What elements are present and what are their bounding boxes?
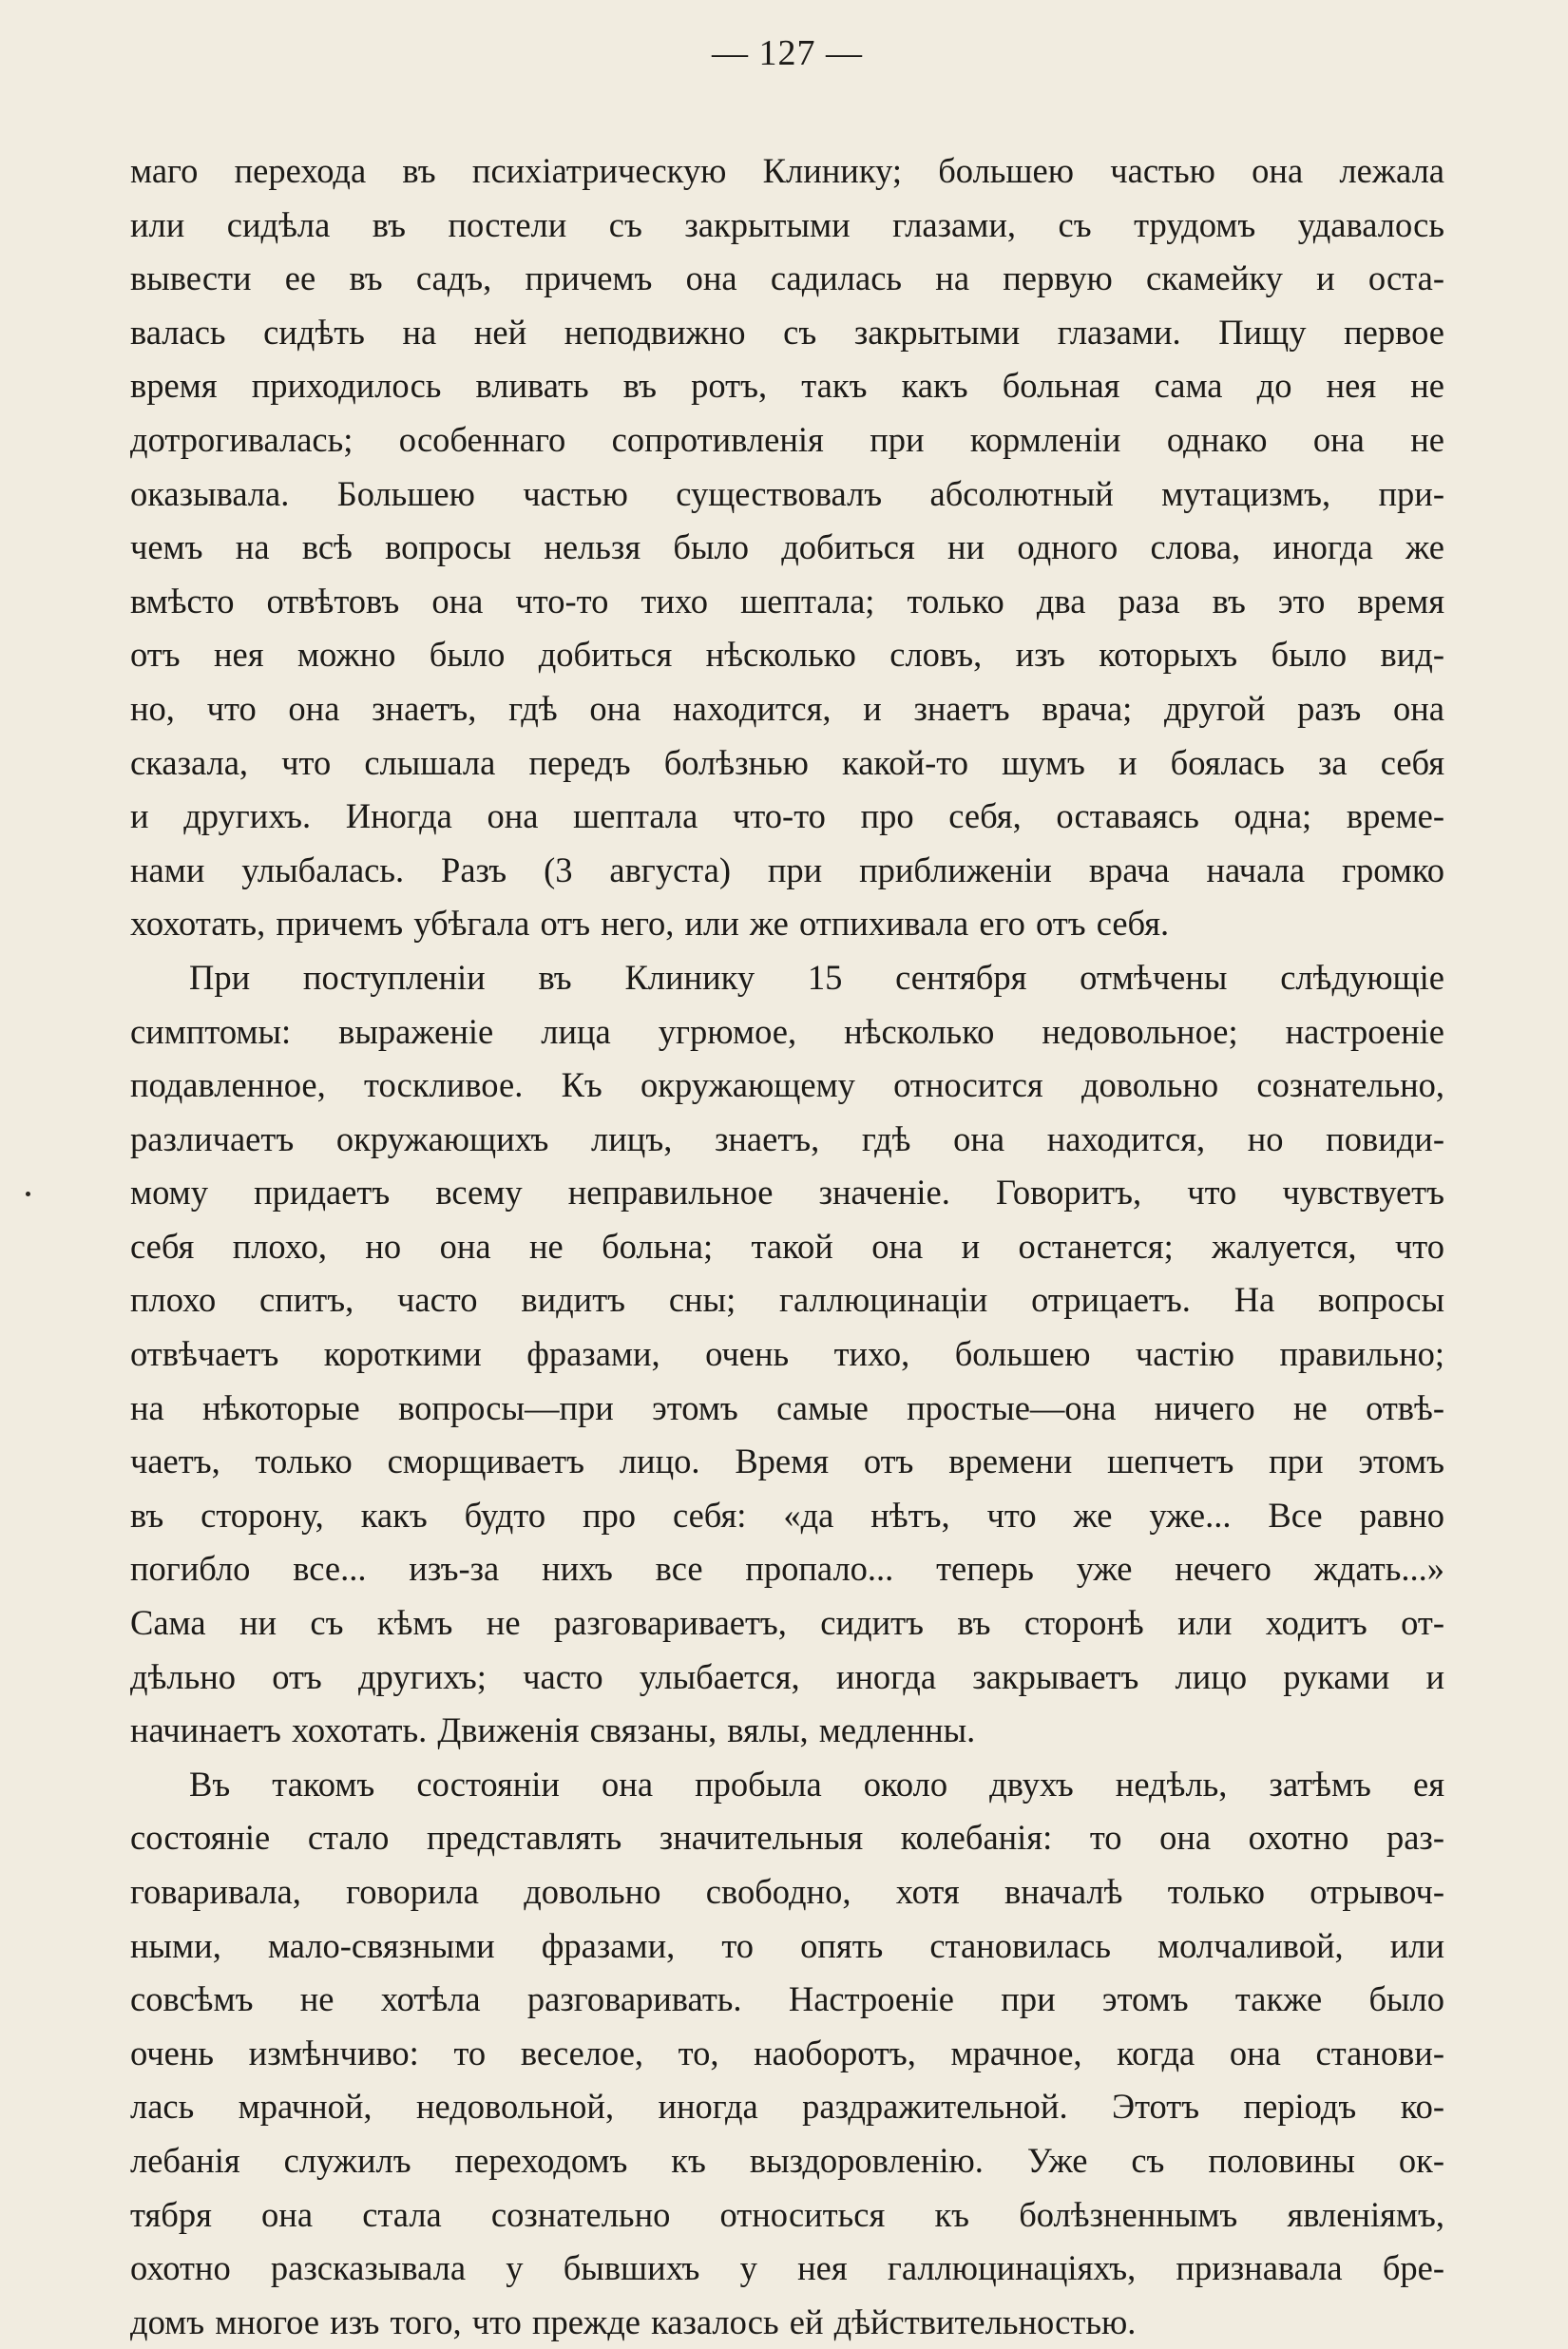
text-line: погибло все... изъ-за нихъ все пропало... теперь уже нечего ждать...» <box>130 1549 1444 1589</box>
text-body <box>130 144 1444 2349</box>
text-line: дотрогивалась; особеннаго сопротивленія при кормленіи однако она не <box>130 419 1444 459</box>
text-line: но, что она знаетъ, гдѣ она находится, и знаетъ врача; другой разъ она <box>130 688 1444 728</box>
text-line: валась сидѣть на ней неподвижно съ закрытыми глазами. Пищу первое <box>130 312 1444 352</box>
text-line: Сама ни съ кѣмъ не разговариваетъ, сидитъ въ сторонѣ или ходитъ от- <box>130 1603 1444 1643</box>
text-line: сказала, что слышала передъ болѣзнью какой-то шумъ и боялась за себя <box>130 742 1444 782</box>
text-line: тября она стала сознательно относиться къ болѣзненнымъ явленіямъ, <box>130 2194 1444 2234</box>
paragraph-3 <box>130 1758 1444 2349</box>
text-line: себя плохо, но она не больна; такой она и останется; жалуется, что <box>130 1226 1444 1266</box>
text-line: подавленное, тоскливое. Къ окружающему относится довольно сознательно, <box>130 1065 1444 1105</box>
page-number-header: — 127 — <box>712 33 863 73</box>
text-line: дѣльно отъ другихъ; часто улыбается, иногда закрываетъ лицо руками и <box>130 1656 1444 1696</box>
paragraph-1 <box>130 144 1444 951</box>
text-line: ными, мало-связными фразами, то опять становилась молчаливой, или <box>130 1925 1444 1965</box>
text-line: говаривала, говорила довольно свободно, хотя вначалѣ только отрывоч- <box>130 1872 1444 1911</box>
text-line: и другихъ. Иногда она шептала что-то про себя, оставаясь одна; време- <box>130 796 1444 836</box>
text-line: лась мрачной, недовольной, иногда раздражительной. Этотъ періодъ ко- <box>130 2087 1444 2127</box>
text-line: симптомы: выраженіе лица угрюмое, нѣсколько недовольное; настроеніе <box>130 1011 1444 1051</box>
text-line: различаетъ окружающихъ лицъ, знаетъ, гдѣ она находится, но повиди- <box>130 1118 1444 1158</box>
text-line: начинаетъ хохотать. Движенія связаны, вялы, медленны. <box>130 1710 976 1750</box>
text-line: время приходилось вливать въ ротъ, такъ какъ больная сама до нея не <box>130 366 1444 406</box>
text-line: совсѣмъ не хотѣла разговаривать. Настроеніе при этомъ также было <box>130 1979 1444 2019</box>
text-line: очень измѣнчиво: то веселое, то, наоборотъ, мрачное, когда она станови- <box>130 2033 1444 2072</box>
text-line: домъ многое изъ того, что прежде казалось ей дѣйствительностью. <box>130 2301 1137 2341</box>
text-line: состояніе стало представлять значительныя колебанія: то она охотно раз- <box>130 1818 1444 1858</box>
text-line: на нѣкоторые вопросы—при этомъ самые простые—она ничего не отвѣ- <box>130 1387 1444 1427</box>
text-line: вмѣсто отвѣтовъ она что-то тихо шептала; только два раза въ это время <box>130 581 1444 621</box>
text-line: или сидѣла въ постели съ закрытыми глазами, съ трудомъ удавалось <box>130 204 1444 244</box>
ink-speck <box>26 1192 30 1196</box>
text-line: чаетъ, только сморщиваетъ лицо. Время отъ времени шепчетъ при этомъ <box>130 1442 1444 1481</box>
text-line: охотно разсказывала у бывшихъ у нея галлюцинаціяхъ, признавала бре- <box>130 2248 1444 2288</box>
text-line: оказывала. Большею частью существовалъ абсолютный мутацизмъ, при- <box>130 473 1444 513</box>
text-line: нами улыбалась. Разъ (3 августа) при приближеніи врача начала громко <box>130 850 1444 889</box>
paragraph-2 <box>130 951 1444 1758</box>
text-line: Въ такомъ состояніи она пробыла около двухъ недѣль, затѣмъ ея <box>189 1764 1444 1804</box>
text-line: лебанія служилъ переходомъ къ выздоровленію. Уже съ половины ок- <box>130 2140 1444 2180</box>
text-line: маго перехода въ психіатрическую Клинику; большею частью она лежала <box>130 151 1444 190</box>
text-line: въ сторону, какъ будто про себя: «да нѣтъ, что же уже... Все равно <box>130 1495 1444 1535</box>
text-line: отъ нея можно было добиться нѣсколько словъ, изъ которыхъ было вид- <box>130 635 1444 675</box>
text-line: плохо спитъ, часто видитъ сны; галлюцинаціи отрицаетъ. На вопросы <box>130 1280 1444 1320</box>
text-line: При поступленіи въ Клинику 15 сентября отмѣчены слѣдующіе <box>189 957 1444 997</box>
text-line: хохотать, причемъ убѣгала отъ него, или же отпихивала его отъ себя. <box>130 904 1170 944</box>
text-line: вывести ее въ садъ, причемъ она садилась на первую скамейку и оста- <box>130 258 1444 298</box>
text-line: чемъ на всѣ вопросы нельзя было добиться ни одного слова, иногда же <box>130 527 1444 567</box>
text-line: отвѣчаетъ короткими фразами, очень тихо, большею частію правильно; <box>130 1334 1444 1374</box>
text-line: мому придаетъ всему неправильное значеніе. Говоритъ, что чувствуетъ <box>130 1173 1444 1213</box>
